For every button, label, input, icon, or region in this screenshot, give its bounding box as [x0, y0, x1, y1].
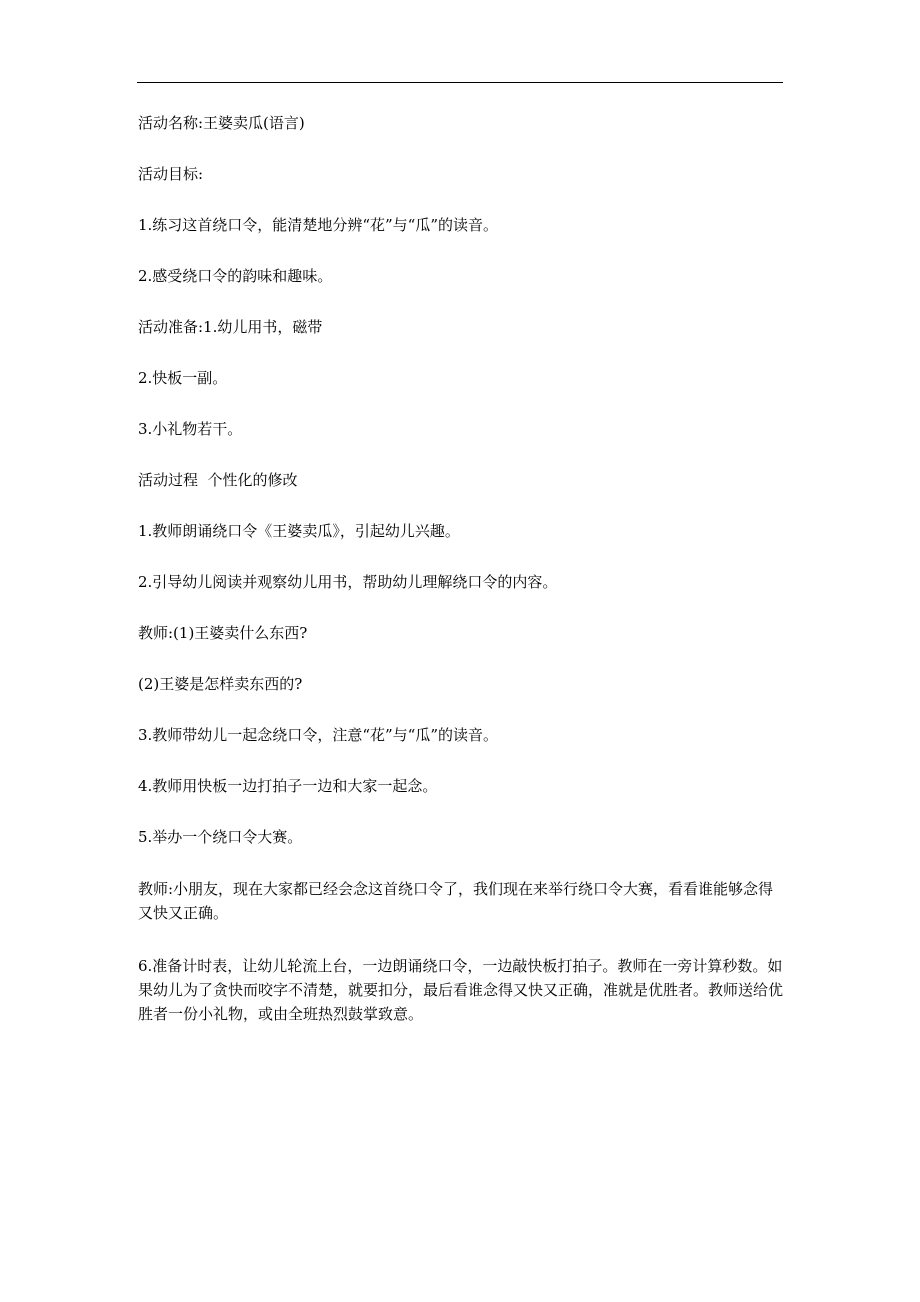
paragraph-goal-2: 2.感受绕口令的韵味和趣味。	[138, 267, 333, 285]
paragraph-teacher-speech: 教师:小朋友，现在大家都已经会念这首绕口令了，我们现在来举行绕口令大赛，看看谁能够念得又快又正确。	[138, 880, 774, 922]
paragraph-preparation-1: 活动准备:1.幼儿用书，磁带	[138, 318, 323, 336]
paragraph-step-2: 2.引导幼儿阅读并观察幼儿用书，帮助幼儿理解绕口令的内容。	[138, 573, 558, 591]
paragraph-step-6: 6.准备计时表，让幼儿轮流上台，一边朗诵绕口令，一边敲快板打拍子。教师在一旁计算秒数。如果幼儿为了贪快而咬字不清楚，就要扣分，最后看谁念得又快又正确，准就是优胜者。教师送给优胜者一份小礼物，或由全班热烈鼓掌致意。	[138, 957, 784, 1023]
document-body	[138, 112, 786, 1055]
paragraph-step-1: 1.教师朗诵绕口令《王婆卖瓜》，引起幼儿兴趣。	[138, 522, 460, 540]
header-rule	[137, 82, 783, 83]
paragraph-preparation-3: 3.小礼物若干。	[138, 420, 243, 438]
paragraph-step-4: 4.教师用快板一边打拍子一边和大家一起念。	[138, 777, 438, 795]
paragraph-goals-heading: 活动目标:	[138, 165, 204, 183]
paragraph-step-5: 5.举办一个绕口令大赛。	[138, 828, 303, 846]
paragraph-step-3: 3.教师带幼儿一起念绕口令，注意“花”与“瓜”的读音。	[138, 726, 498, 744]
paragraph-question-2: (2)王婆是怎样卖东西的?	[138, 675, 303, 693]
paragraph-question-1: 教师:(1)王婆卖什么东西?	[138, 624, 308, 642]
paragraph-goal-1: 1.练习这首绕口令，能清楚地分辨“花”与“瓜”的读音。	[138, 216, 498, 234]
paragraph-process-heading: 活动过程 个性化的修改	[138, 471, 298, 489]
paragraph-activity-name: 活动名称:王婆卖瓜(语言)	[138, 114, 305, 132]
paragraph-preparation-2: 2.快板一副。	[138, 369, 228, 387]
